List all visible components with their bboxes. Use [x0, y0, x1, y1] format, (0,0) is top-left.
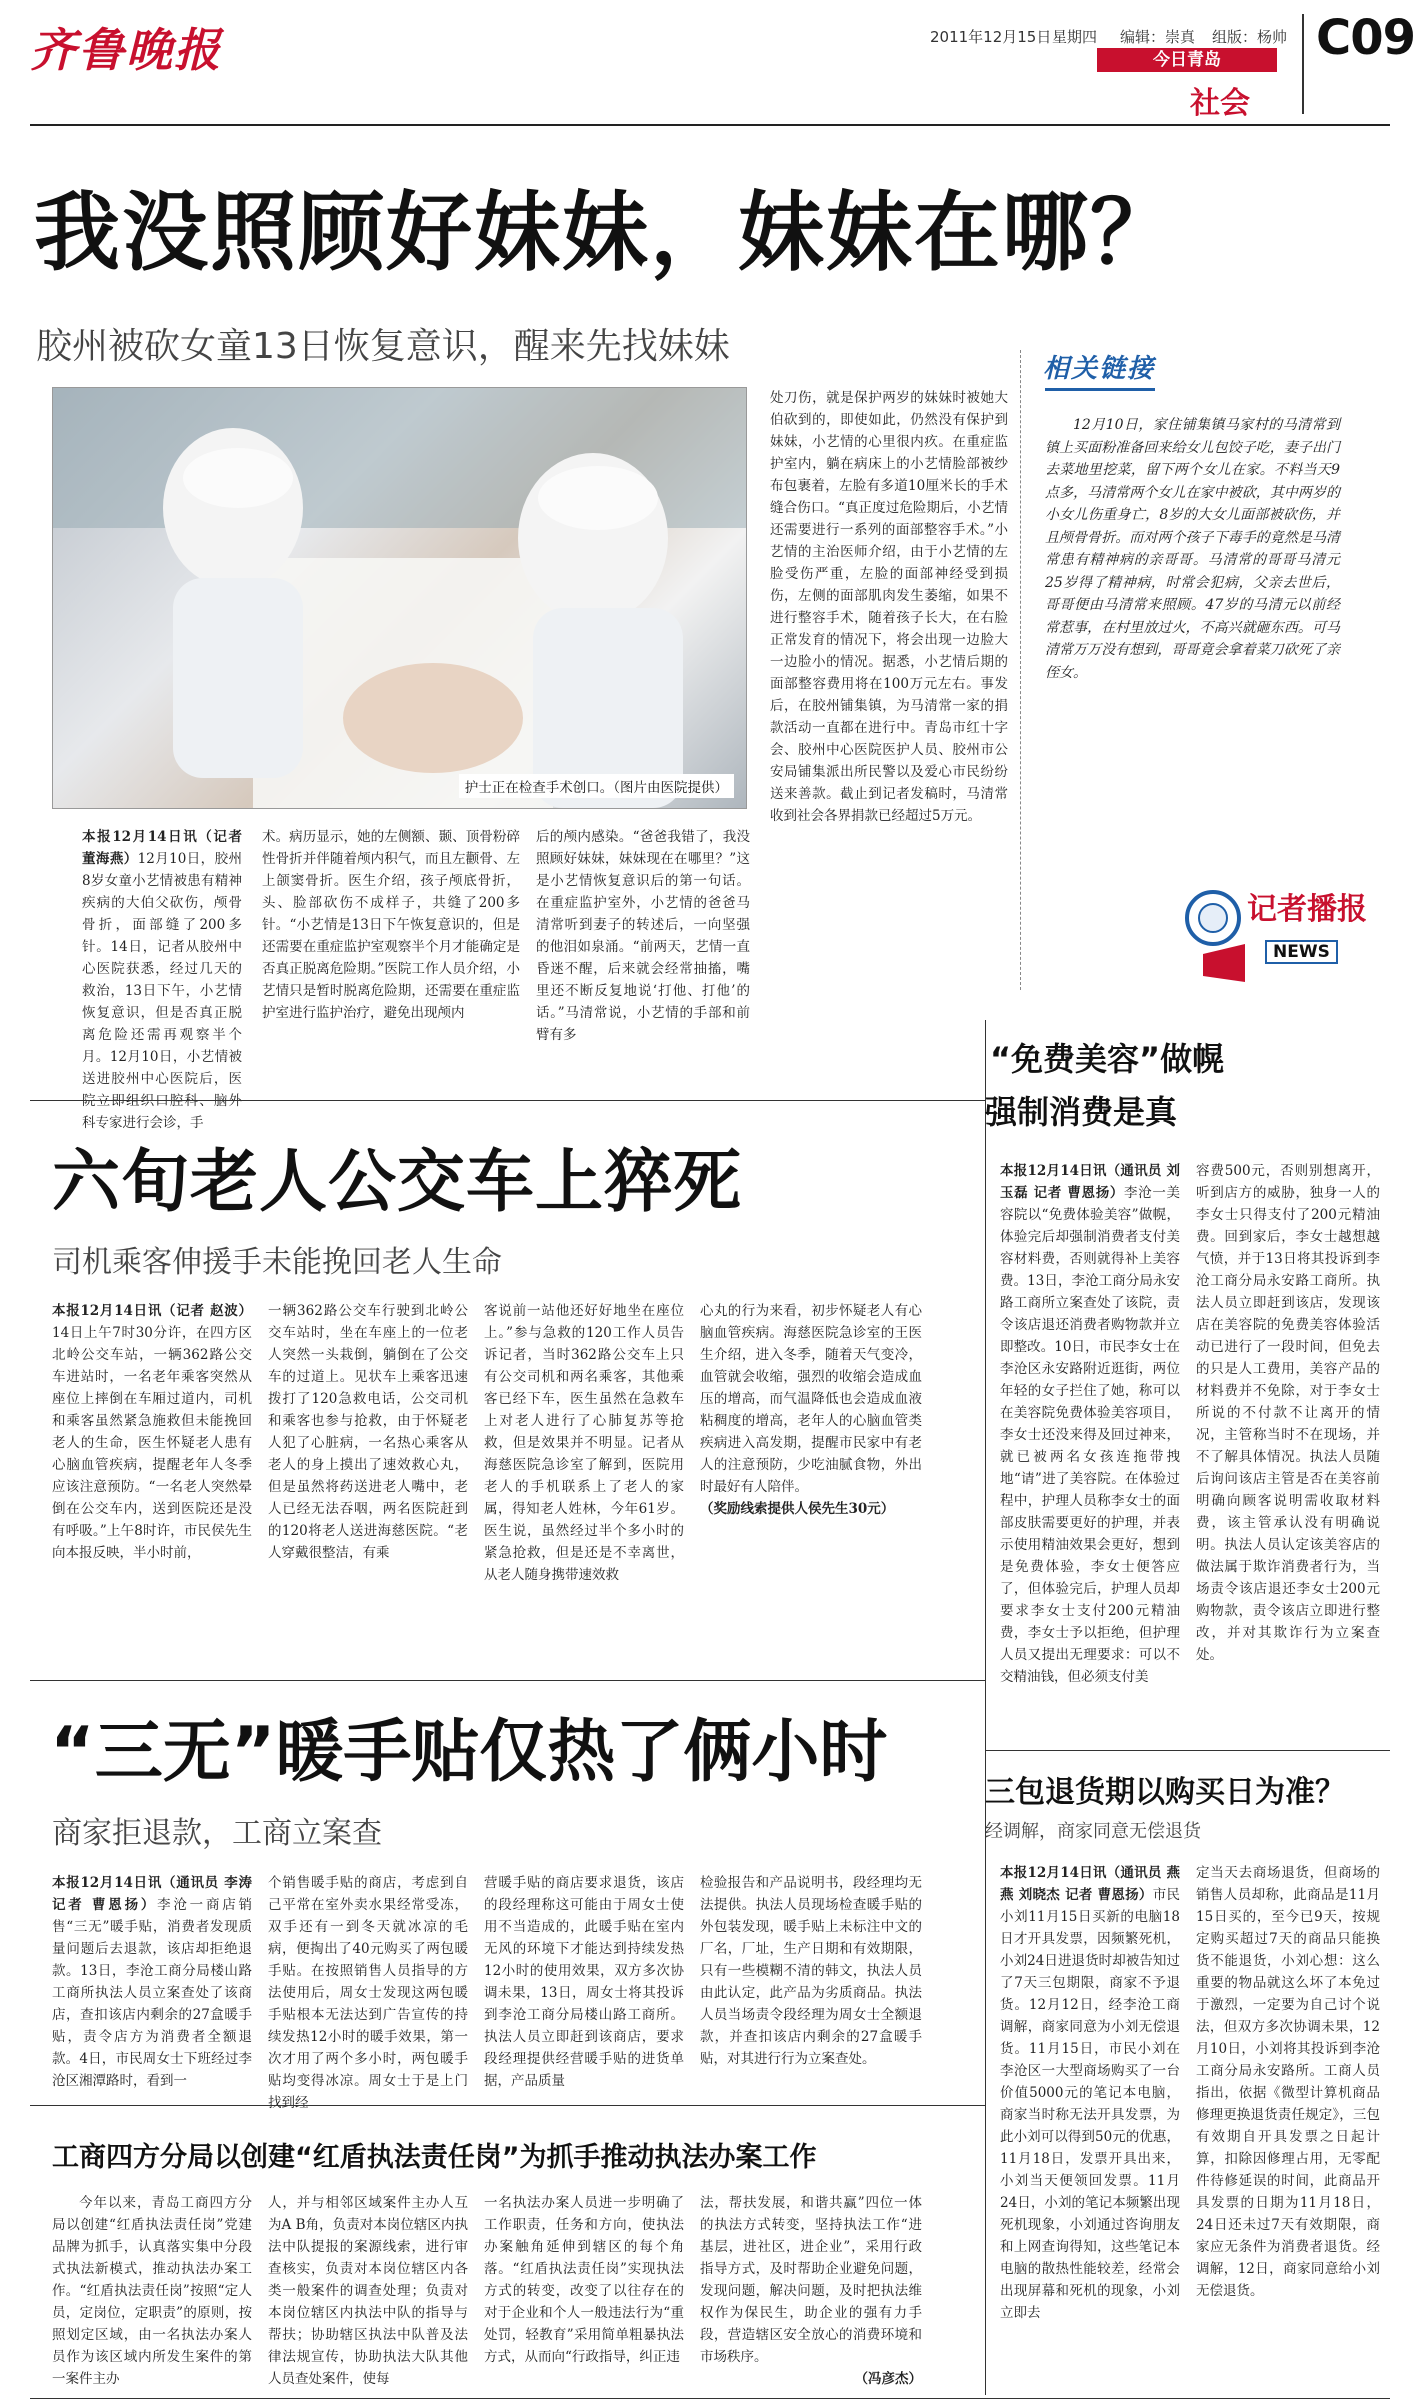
- story4-headline: 工商四方分局以创建“红盾执法责任岗”为抓手推动执法办案工作: [52, 2142, 817, 2173]
- story5-col2-text: 容费500元，否则别想离开，听到店方的威胁，独身一人的李女士只得支付了200元精油费。回到家后，李女士越想越气愤，并于13日将其投诉到李沧工商分局永安路工商所。执法人员立即赶到该店，发现该店在美容院的免费美容体验活动已进行了一段时间，但免去的只是人工费用，美容产品的材料费并不免除，对于李女士所说的不付款不让离开的情况，主管称当时不在现场，并不了解具体情况。执法人员随后询问该店主管是否在美容前明确向顾客说明需收取材料费，该主管承认没有明确说明。执法人员认定该美容店的做法属于欺诈消费者行为，当场责令该店退还李女士200元购物款，责令该店立即进行整改，并对其欺诈行为立案查处。: [1196, 1163, 1380, 1663]
- sidebar-divider: [1020, 350, 1021, 990]
- story3-subhead: 商家拒退款，工商立案查: [52, 1816, 382, 1851]
- story5-col1-text: 李沧一美容院以“免费体验美容”做幌，体验完后却强制消费者支付美容材料费，否则就得补上美容费。13日，李沧工商分局永安路工商所立案查处了该院，责令该店退还消费者购物款并立即整改。10日，市民李女士在李沧区永安路附近逛街，两位年轻的女子拦住了她，称可以在美容院免费体验美容项目，李女士还没来得及回过神来，就已被两名女孩连拖带拽地“请”进了美容院。在体验过程中，护理人员称李女士的面部皮肤需要更好的护理，并表示使用精油效果会更好，想到是免费体验，李女士便答应了，但体验完后，护理人员却要求李女士支付200元精油费，李女士予以拒绝，但护理人员又提出无理要求：可以不交精油钱，但必须支付美: [1000, 1185, 1180, 1685]
- masthead-divider: [1302, 14, 1304, 114]
- editor-credit: 编辑：崇真: [1120, 28, 1196, 46]
- story5-column-2: [1196, 1160, 1380, 1740]
- story3-col4-text: 检验报告和产品说明书，段经理均无法提供。执法人员现场检查暖手贴的外包装发现，暖手贴上未标注中文的厂名，厂址，生产日期和有效期限，只有一些模糊不清的韩文，执法人员由此认定，此产品为劣质商品。执法人员当场责令段经理为周女士全额退款，并查扣该店内剩余的27盒暖手贴，对其进行行为立案查处。: [700, 1875, 922, 2067]
- story2-col4-text: 心丸的行为来看，初步怀疑老人有心脑血管疾病。海慈医院急诊室的王医生介绍，进入冬季，随着天气变冷，血管就会收缩，强烈的收缩会造成血压的增高，而气温降低也会造成血液粘稠度的增高，老年人的心脑血管类疾病进入高发期，提醒市民家中有老人的注意预防，少吃油腻食物，外出时最好有人陪伴。: [700, 1303, 922, 1495]
- section-tag: 今日青岛: [1097, 48, 1277, 72]
- issue-weekday: 星期四: [1052, 28, 1098, 46]
- story6-column-2: [1196, 1862, 1380, 2392]
- photo-illustration: [53, 388, 746, 808]
- story6-headline: 三包退货期以购买日为准？: [985, 1775, 1345, 1810]
- story3-column-2: [268, 1872, 468, 2111]
- page-number: C09: [1316, 10, 1416, 66]
- story5-column-1: [1000, 1160, 1180, 1740]
- story4-column-3: [484, 2192, 684, 2392]
- story3-bottom-rule: [30, 2105, 985, 2106]
- story1-dateline: 本报12月14日讯（记者 董海燕）: [82, 829, 242, 867]
- story2-column-2: [268, 1300, 468, 1665]
- story3-dateline: 本报12月14日讯（通讯员 李涛 记者 曹恩扬）: [52, 1875, 252, 1913]
- story4-col2-text: 人，并与相邻区域案件主办人互为A B角，负责对本岗位辖区内执法中队提报的案源线索，进行审查核实，负责对本岗位辖区内各类一般案件的调查处理；负责对本岗位辖区内执法中队的指导与帮扶；协助辖区执法中队普及法律法规宣传，协助执法大队其他人员查处案件，使每: [268, 2195, 468, 2387]
- story4-credit: （冯彦杰）: [854, 2371, 922, 2387]
- story6-col2-text: 定当天去商场退货，但商场的销售人员却称，此商品是11月15日买的，至今已9天，按规定购买超过7天的商品只能换货不能退货，小刘心想：这么重要的物品就这么坏了本免过于激烈，一定要为自己讨个说法，但双方多次协调未果，12月10日，小刘将其投诉到李沧工商分局永安路所。工商人员指出，依据《微型计算机商品修理更换退货责任规定》，三包有效期自开具发票之日起计算，扣除因修理占用，无零配件待修延误的时间，此商品开具发票的日期为11月18日，24日还未过7天有效期限，商家应无条件为消费者退货。经调解，12日，商家同意给小刘无偿退货。: [1196, 1865, 1380, 2299]
- story1-column-2: [262, 826, 520, 1076]
- reporter-hotline-badge: [1175, 878, 1390, 990]
- story6-col1-text: 市民小刘11月15日买新的电脑18日才开具发票，因频繁死机，小刘24日进退货时却被告知过了7天三包期限，商家不予退货。12月12日，经李沧工商调解，商家同意为小刘无偿退货。11月15日，市民小刘在李沧区一大型商场购买了一台价值5000元的笔记本电脑，商家当时称无法开具发票，为此小刘可以得到50元的优惠，11月18日，发票开具出来，小刘当天便领回发票。11月24日，小刘的笔记本频繁出现死机现象，小刘通过咨询朋友和上网查询得知，这些笔记本电脑的散热性能较差，经常会出现屏幕和死机的现象，小刘立即去: [1000, 1887, 1180, 2321]
- story2-column-4: [700, 1300, 922, 1665]
- related-link-text: 12月10日，家住铺集镇马家村的马清常到镇上买面粉准备回来给女儿包饺子吃，妻子出门去菜地里挖菜，留下两个女儿在家。不料当天9点多，马清常两个女儿在家中被砍，其中两岁的小女儿伤重身亡，8岁的大女儿面部被砍伤，并且颅骨骨折。而对两个孩子下毒手的竟然是马清常患有精神病的亲哥哥。马清常的哥哥马清元25岁得了精神病，时常会犯病，父亲去世后，哥哥便由马清常来照顾。47岁的马清元以前经常惹事，在村里放过火，不高兴就砸东西。可马清常万万没有想到，哥哥竟会拿着菜刀砍死了亲侄女。: [1045, 417, 1340, 681]
- masthead-rule: [30, 124, 1390, 126]
- masthead: [0, 0, 1417, 121]
- story6-subhead: 经调解，商家同意无偿退货: [985, 1821, 1201, 1842]
- story2-dateline: 本报12月14日讯（记者 赵波）: [52, 1303, 252, 1319]
- story3-column-3: [484, 1872, 684, 2092]
- story6-column-1: [1000, 1862, 1180, 2392]
- story3-headline: “三无”暖手贴仅热了俩小时: [50, 1713, 888, 1792]
- story2-col1-text: 14日上午7时30分许，在四方区北岭公交车站，一辆362路公交车进站时，一名老年乘客突然从座位上摔倒在车厢过道内，司机和乘客虽然紧急施救但未能挽回老人的生命，医生怀疑老人患有心脑血管疾病，提醒老年人冬季应该注意预防。“一名老人突然晕倒在公交车内，送到医院还是没有呼吸。”上午8时许，市民侯先生向本报反映，半小时前，: [52, 1325, 252, 1561]
- story2-bottom-rule: [30, 1680, 985, 1681]
- story4-column-2: [268, 2192, 468, 2392]
- story5-headline-line1: “免费美容”做幌: [990, 1040, 1225, 1078]
- story3-col2-text: 个销售暖手贴的商店，考虑到自己平常在室外卖水果经常受冻，双手还有一到冬天就冰凉的毛病，便掏出了40元购买了两包暖手贴。在按照销售人员指导的方法使用后，周女士发现这两包暖手贴根本无法达到广告宣传的持续发热12小时的暖手效果，第一次才用了两个多小时，两包暖手贴均变得冰凉。周女士于是上门找到经: [268, 1875, 468, 2111]
- related-link-tag: 相关链接: [1043, 354, 1156, 384]
- story1-col3-text: 后的颅内感染。“爸爸我错了，我没照顾好妹妹，妹妹现在在哪里？”这是小艺情恢复意识后的第一句话。在重症监护室外，小艺情的爸爸马清常听到妻子的转述后，一向坚强的他泪如泉涌。“前两天，艺情一直昏迷不醒，后来就会经常抽搐，嘴里还不断反复地说‘打他、打他’的话。”马清常说，小艺情的手部和前臂有多: [536, 829, 750, 1043]
- story1-photo: [52, 387, 747, 809]
- story5-headline-line2: 强制消费是真: [985, 1093, 1178, 1131]
- layout-credit: 组版：杨帅: [1212, 28, 1288, 46]
- story1-col1-text: 12月10日，胶州8岁女童小艺情被患有精神疾病的大伯父砍伤，颅骨骨折，面部缝了200多针。14日，记者从胶州中心医院获悉，经过几天的救治，13日下午，小艺情恢复意识，但是否真正脱离危险还需再观察半个月。12月10日，小艺情被送进胶州中心医院后，医院立即组织口腔科、脑外科专家进行会诊，手: [82, 851, 242, 1131]
- newspaper-logo: 齐鲁晚报: [30, 23, 222, 77]
- right-column-divider: [985, 1020, 986, 2395]
- story1-headline: 我没照顾好妹妹，妹妹在哪？: [34, 183, 1178, 283]
- story6-dateline: 本报12月14日讯（通讯员 燕燕 刘晓杰 记者 曹恩扬）: [1000, 1865, 1180, 1903]
- story2-col3-text: 客说前一站他还好好地坐在座位上。”参与急救的120工作人员告诉记者，当时362路公交车上只有公交司机和两名乘客，其他乘客已经下车，医生虽然在急救车上对老人进行了心肺复苏等抢救，但是效果并不明显。记者从海慈医院急诊室了解到，医院用老人的手机联系上了老人的家属，得知老人姓林，今年61岁。医生说，虽然经过半个多小时的紧急抢救，但是还是不幸离世，从老人随身携带速效救: [484, 1303, 684, 1583]
- sidebar-related: [1035, 348, 1375, 868]
- story1-column-3: [536, 826, 750, 1076]
- story2-column-3: [484, 1300, 684, 1665]
- story1-subhead: 胶州被砍女童13日恢复意识，醒来先找妹妹: [36, 326, 730, 367]
- story4-column-1: [52, 2192, 252, 2392]
- story3-column-1: [52, 1872, 252, 2092]
- story3-column-4: [700, 1872, 922, 2092]
- story1-col4-text: 处刀伤，就是保护两岁的妹妹时被她大伯砍到的，即使如此，仍然没有保护到妹妹，小艺情的心里很内疚。在重症监护室内，躺在病床上的小艺情脸部被纱布包裹着，左脸有多道10厘米长的手术缝合伤口。“真正度过危险期后，小艺情还需要进行一系列的面部整容手术。”小艺情的主治医师介绍，由于小艺情的左脸受伤严重，左脸的面部神经受到损伤，左侧的面部肌肉发生萎缩，如果不进行整容手术，随着孩子长大，在右脸正常发育的情况下，将会出现一边脸大一边脸小的情况。据悉，小艺情后期的面部整容费用将在100万元左右。事发后，在胶州铺集镇，为马清常一家的捐款活动一直都在进行中。青岛市红十字会、胶州中心医院医护人员、胶州市公安局铺集派出所民警以及爱心市民纷纷送来善款。截止到记者发稿时，马清常收到社会各界捐款已经超过5万元。: [770, 390, 1008, 824]
- story5-bottom-rule: [985, 1750, 1390, 1751]
- page-bottom-rule: [30, 2398, 1390, 2399]
- story2-headline: 六旬老人公交车上猝死: [52, 1143, 743, 1222]
- story4-col3-text: 一名执法办案人员进一步明确了工作职责，任务和方向，使执法办案触角延伸到辖区的每个角落。“红盾执法责任岗”实现执法方式的转变，改变了以往存在的对于企业和个人一般违法行为“重处罚，轻教育”采用简单粗暴执法方式，从而向“行政指导，纠正违: [484, 2195, 684, 2365]
- story1-column-1: [82, 826, 242, 1131]
- story1-column-4: [770, 387, 1008, 997]
- issue-date: 2011年12月15日: [930, 28, 1052, 46]
- photo-caption: 护士正在检查手术创口。（图片由医院提供）: [459, 774, 734, 798]
- related-link-underline: [1045, 388, 1155, 391]
- reporter-hotline-title: 记者播报: [1247, 892, 1367, 927]
- section-name: 社会: [1190, 86, 1250, 121]
- story3-col1-text: 李沧一商店销售“三无”暖手贴，消费者发现质量问题后去退款，该店却拒绝退款。13日，李沧工商分局楼山路工商所执法人员立案查处了该商店，查扣该店内剩余的27盒暖手贴，责令店方为消费者全额退款。4日，市民周女士下班经过李沧区湘潭路时，看到一: [52, 1897, 252, 2089]
- story2-credit: （奖励线索提供人侯先生30元）: [700, 1501, 895, 1517]
- story4-column-4: [700, 2192, 922, 2392]
- story4-col4-text: 法，帮扶发展，和谐共赢”四位一体的执法方式转变，坚持执法工作“进基层，进社区，进企业”，采用行政指导方式，及时帮助企业避免问题，发现问题，解决问题，及时把执法维权作为保民生，助企业的强有力手段，营造辖区安全放心的消费环境和市场秩序。: [700, 2195, 922, 2365]
- story2-col2-text: 一辆362路公交车行驶到北岭公交车站时，坐在车座上的一位老人突然一头栽倒，躺倒在了公交车的过道上。见状车上乘客迅速拨打了120急救电话，公交司机和乘客也参与抢救，由于怀疑老人犯了心脏病，一名热心乘客从老人的身上摸出了速效救心丸，但是虽然将药送进老人嘴中，老人已经无法吞咽，两名医院赶到的120将老人送进海慈医院。“老人穿戴很整洁，有乘: [268, 1303, 468, 1561]
- story2-column-1: [52, 1300, 252, 1665]
- story2-subhead: 司机乘客伸援手未能挽回老人生命: [52, 1245, 502, 1280]
- story1-col2-text: 术。病历显示，她的左侧额、颞、顶骨粉碎性骨折并伴随着颅内积气，而且左颧骨、左上颌窦骨折。医生介绍，孩子颅底骨折，头、脸部砍伤不成样子，共缝了200多针。“小艺情是13日下午恢复意识的，但是还需要在重症监护室观察半个月才能确定是否真正脱离危险期。”医院工作人员介绍，小艺情只是暂时脱离危险期，还需要在重症监护室进行监护治疗，避免出现颅内: [262, 829, 520, 1021]
- story3-col3-text: 营暖手贴的商店要求退货，该店的段经理称这可能由于周女士使用不当造成的，此暖手贴在室内无风的环境下才能达到持续发热12小时的使用效果，双方多次协调未果，13日，周女士将其投诉到李沧工商分局楼山路工商所。执法人员立即赶到该商店，要求段经理提供经营暖手贴的进货单据，产品质量: [484, 1875, 684, 2089]
- story5-dateline: 本报12月14日讯（通讯员 刘玉磊 记者 曹恩扬）: [1000, 1163, 1180, 1201]
- story1-bottom-rule: [30, 1100, 985, 1101]
- news-label: NEWS: [1265, 940, 1338, 964]
- story4-col1-text: 今年以来，青岛工商四方分局以创建“红盾执法责任岗”党建品牌为抓手，认真落实集中分段式执法新模式，推动执法办案工作。“红盾执法责任岗”按照“定人员，定岗位，定职责”的原则，按照划定区域，由一名执法办案人员作为该区域内所发生案件的第一案件主办: [52, 2195, 252, 2387]
